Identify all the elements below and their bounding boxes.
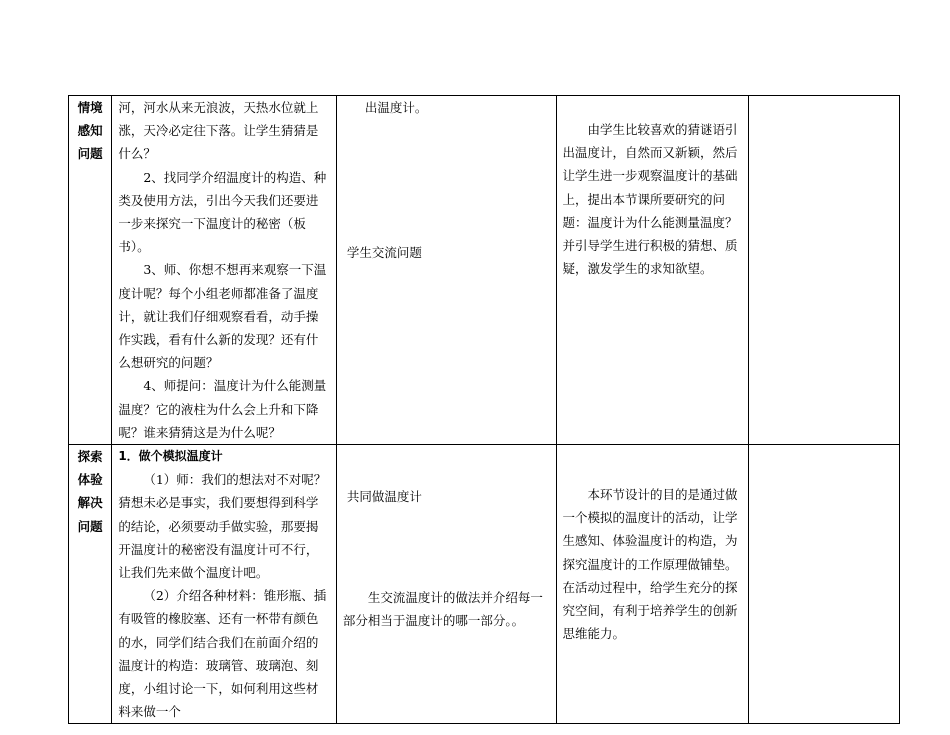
design-intent-cell [556,96,748,445]
notes-cell [748,445,899,724]
stage-label: 情境 [77,100,103,115]
student-paragraph: 出温度计。 [364,100,428,115]
design-intent-cell [556,445,748,724]
table-row [69,96,900,445]
stage-label: 解决 [77,495,103,511]
section-heading: 1．做个模拟温度计 [118,449,223,464]
teacher-paragraph: （1）师：我们的想法对不对呢？猜想未必是事实，我们要想得到科学的结论，必须要动手做实验，那要揭开温度计的秘密没有温度计可不行，让我们先来做个温度计吧。 [118,472,327,581]
stage-cell [69,96,112,445]
stage-label: 体验 [77,472,103,488]
stage-label: 感知 [77,123,103,139]
student-activity-cell [336,445,556,724]
teacher-paragraph: （2）介绍各种材料：锥形瓶、插有吸管的橡胶塞、还有一杯带有颜色的水，同学们结合我们在前面介绍的温度计的构造：玻璃管、玻璃泡、刻度，小组讨论一下，如何利用这些材料来做一个 [118,588,327,720]
student-paragraph: 生交流温度计的做法并介绍每一部分相当于温度计的哪一部分。。 [342,590,543,629]
stage-label: 探索 [77,449,103,465]
teacher-paragraph: 2、找同学介绍温度计的构造、种类及使用方法，引出今天我们还要进一步来探究一下温度计的秘密（板书）。 [118,169,327,255]
teacher-paragraph: 4、师提问：温度计为什么能测量温度？它的液柱为什么会上升和下降呢？谁来猜猜这是为什么呢？ [118,378,327,440]
stage-label: 问题 [77,146,103,162]
table-row [69,445,900,724]
teacher-paragraph: 3、师、你想不想再来观察一下温度计呢？每个小组老师都准备了温度计，就让我们仔细观察看看，动手操作实践，看有什么新的发现？还有什么想研究的问题？ [118,262,327,371]
design-paragraph: 由学生比较喜欢的猜谜语引出温度计，自然而又新颖，然后让学生进一步观察温度计的基础上，提出本节课所要研究的问题：温度计为什么能测量温度？并引导学生进行积极的猜想、质疑，激发学生的求知欲望。 [562,122,738,277]
notes-cell [748,96,899,445]
teacher-paragraph: 河，河水从来无浪波，天热水位就上涨，天冷必定往下落。让学生猜猜是什么？ [118,100,319,162]
student-paragraph: 学生交流问题 [346,245,422,261]
lesson-plan-table [68,95,900,724]
stage-label: 问题 [77,518,103,534]
design-paragraph: 本环节设计的目的是通过做一个模拟的温度计的活动，让学生感知、体验温度计的构造，为探究温度计的工作原理做铺垫。在活动过程中，给学生充分的探究空间，有利于培养学生的创新思维能力。 [562,487,738,642]
teacher-activity-cell [112,96,337,445]
stage-cell [69,445,112,724]
student-paragraph: 共同做温度计 [346,489,422,505]
student-activity-cell [336,96,556,445]
teacher-activity-cell [112,445,337,724]
